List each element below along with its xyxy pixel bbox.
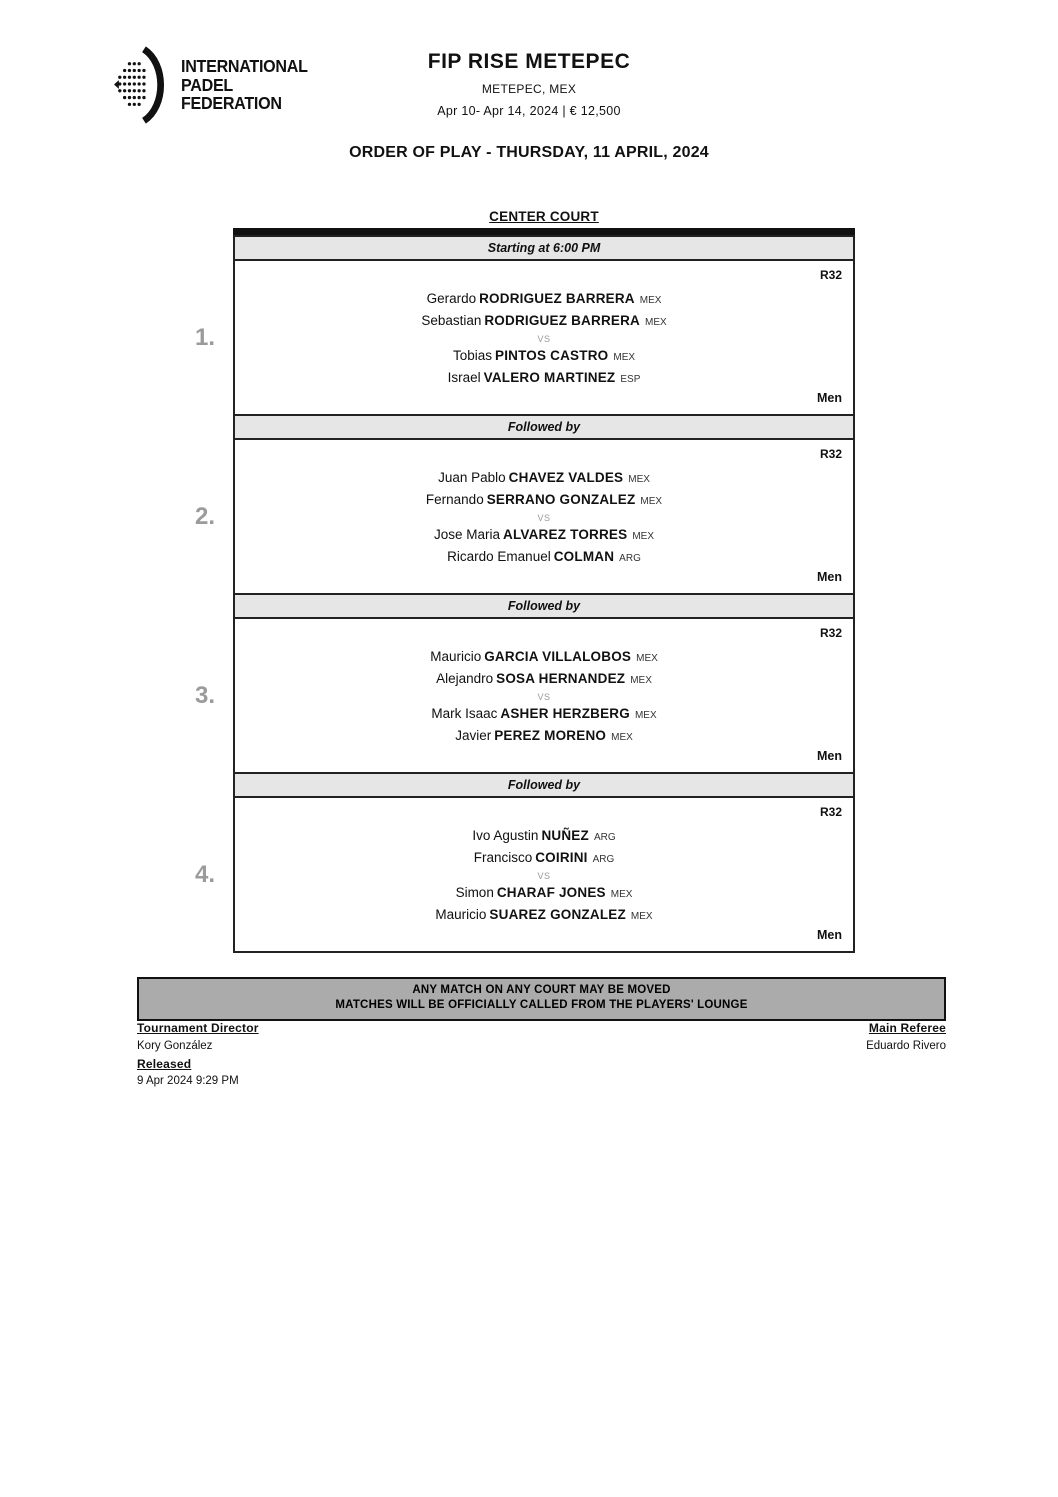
- match-1-slot-header: Starting at 6:00 PM: [233, 235, 855, 261]
- player-first-name: Ivo Agustin: [472, 828, 539, 843]
- player-country: MEX: [630, 675, 652, 686]
- player-country: ESP: [620, 374, 641, 385]
- match-2-team2-player1: [434, 525, 654, 547]
- match-2-vs-label: VS: [537, 513, 551, 523]
- player-first-name: Juan Pablo: [438, 470, 506, 485]
- match-4-team2-player1: [456, 883, 633, 905]
- player-last-name: ALVAREZ TORRES: [503, 527, 628, 542]
- player-last-name: SOSA HERNANDEZ: [496, 671, 626, 686]
- player-first-name: Tobias: [452, 348, 492, 363]
- player-last-name: CHARAF JONES: [496, 885, 606, 900]
- match-4-round: R32: [819, 805, 842, 819]
- ipf-logo-line3: FEDERATION: [181, 93, 282, 114]
- player-last-name: RODRIGUEZ BARRERA: [479, 291, 635, 306]
- tournament-location: METEPEC, MEX: [481, 82, 577, 96]
- match-3-team1-player1: [430, 647, 658, 669]
- player-country: MEX: [632, 531, 654, 542]
- player-first-name: Jose Maria: [433, 527, 501, 542]
- match-4-slot-header: Followed by: [233, 772, 855, 798]
- notice-line-1: ANY MATCH ON ANY COURT MAY BE MOVED: [412, 984, 671, 996]
- match-2-team1-player2: [426, 490, 662, 512]
- court-name: CENTER COURT: [489, 209, 599, 224]
- match-2-number: 2.: [195, 502, 216, 530]
- match-3-team2-player2: [455, 726, 633, 748]
- main-referee-name: Eduardo Rivero: [866, 1040, 946, 1052]
- match-4-team1-player1: [472, 826, 615, 848]
- player-last-name: NUÑEZ: [541, 828, 589, 843]
- match-2-category: Men: [817, 570, 842, 584]
- player-first-name: Fernando: [425, 492, 484, 507]
- player-last-name: GARCIA VILLALOBOS: [484, 649, 632, 664]
- released-label: Released: [137, 1057, 192, 1071]
- ipf-logo-line1: INTERNATIONAL: [181, 56, 308, 77]
- player-first-name: Francisco: [473, 850, 533, 865]
- match-1-round: R32: [819, 268, 842, 282]
- match-4-team2-player2: [435, 905, 652, 927]
- player-country: MEX: [634, 710, 657, 721]
- notice-banner: [137, 977, 946, 1021]
- player-last-name: CHAVEZ VALDES: [508, 470, 624, 485]
- player-first-name: Mauricio: [435, 907, 487, 922]
- main-referee-label: Main Referee: [868, 1021, 946, 1035]
- player-last-name: ASHER HERZBERG: [500, 706, 630, 721]
- notice-line-2: MATCHES WILL BE OFFICIALLY CALLED FROM THE PLAYERS' LOUNGE: [335, 999, 748, 1011]
- player-first-name: Javier: [455, 728, 492, 743]
- match-1-vs-label: VS: [537, 334, 551, 344]
- match-4-category: Men: [817, 928, 842, 942]
- schedule-table: [195, 228, 855, 953]
- table-top-bar: [233, 228, 855, 235]
- player-last-name: PEREZ MORENO: [494, 728, 607, 743]
- player-last-name: COIRINI: [535, 850, 588, 865]
- match-1-team2-player1: [453, 346, 635, 368]
- ipf-logo-line2: PADEL: [181, 74, 233, 95]
- tournament-director-label: Tournament Director: [137, 1021, 259, 1035]
- player-last-name: VALERO MARTINEZ: [483, 370, 616, 385]
- match-1-box: [195, 259, 855, 416]
- match-3-vs-label: VS: [537, 692, 551, 702]
- player-country: MEX: [645, 317, 667, 328]
- match-1-team1-player1: [427, 289, 662, 311]
- player-country: ARG: [619, 553, 641, 564]
- match-2-team2-player2: [447, 547, 641, 569]
- match-1-category: Men: [817, 391, 842, 405]
- player-country: MEX: [636, 653, 658, 664]
- match-4-number: 4.: [195, 860, 216, 888]
- player-first-name: Alejandro: [436, 671, 494, 686]
- match-4-team1-player2: [474, 848, 615, 870]
- match-4-box: [195, 796, 855, 953]
- player-first-name: Gerardo: [426, 291, 477, 306]
- tournament-title: FIP RISE METEPEC: [427, 50, 631, 73]
- player-country: MEX: [613, 352, 636, 363]
- tournament-director-name: Kory González: [137, 1040, 213, 1052]
- match-1-team2-player2: [448, 368, 641, 390]
- player-first-name: Israel: [447, 370, 481, 385]
- player-first-name: Mauricio: [430, 649, 482, 664]
- match-3-slot-header: Followed by: [233, 593, 855, 619]
- player-last-name: COLMAN: [553, 549, 615, 564]
- player-country: MEX: [611, 732, 633, 743]
- match-2-box: [195, 438, 855, 595]
- match-3-team1-player2: [436, 669, 652, 691]
- player-country: MEX: [640, 496, 663, 507]
- match-3-box: [195, 617, 855, 774]
- match-1-number: 1.: [195, 323, 216, 351]
- player-country: ARG: [592, 854, 615, 865]
- player-first-name: Ricardo Emanuel: [447, 549, 551, 564]
- match-4-vs-label: VS: [537, 871, 551, 881]
- player-first-name: Mark Isaac: [431, 706, 498, 721]
- tournament-header: [0, 50, 1058, 118]
- match-3-round: R32: [819, 626, 842, 640]
- player-last-name: SUAREZ GONZALEZ: [489, 907, 626, 922]
- match-3-category: Men: [817, 749, 842, 763]
- player-country: MEX: [610, 889, 633, 900]
- order-of-play-title: ORDER OF PLAY - THURSDAY, 11 APRIL, 2024: [349, 144, 709, 161]
- player-country: ARG: [593, 832, 616, 843]
- match-1-team1-player2: [421, 311, 666, 333]
- player-last-name: RODRIGUEZ BARRERA: [484, 313, 641, 328]
- match-3-team2-player1: [431, 704, 656, 726]
- tournament-dates-prize: Apr 10- Apr 14, 2024 | € 12,500: [437, 104, 621, 118]
- player-first-name: Sebastian: [421, 313, 482, 328]
- player-country: MEX: [639, 295, 662, 306]
- player-last-name: SERRANO GONZALEZ: [486, 492, 636, 507]
- player-country: MEX: [630, 911, 653, 922]
- match-2-slot-header: Followed by: [233, 414, 855, 440]
- match-2-round: R32: [819, 447, 842, 461]
- match-2-team1-player1: [438, 468, 650, 490]
- match-3-number: 3.: [195, 681, 216, 709]
- player-country: MEX: [628, 474, 650, 485]
- player-last-name: PINTOS CASTRO: [494, 348, 609, 363]
- player-first-name: Simon: [455, 885, 494, 900]
- released-datetime: 9 Apr 2024 9:29 PM: [137, 1075, 239, 1087]
